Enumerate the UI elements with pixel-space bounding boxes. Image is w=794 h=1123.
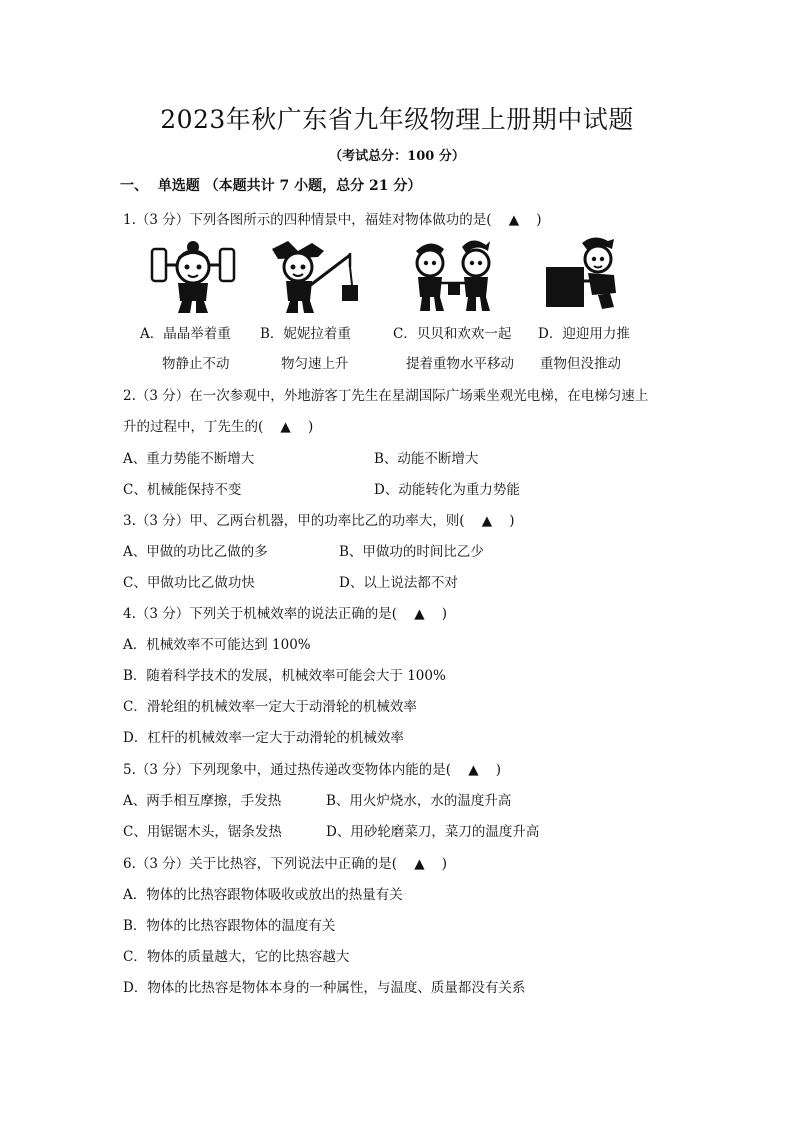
q5-option-c: C、用锯锯木头，锯条发热 (123, 824, 282, 840)
q6-option-d: D．物体的比热容是物体本身的一种属性，与温度、质量都没有关系 (123, 980, 526, 996)
q5-option-b: B、用火炉烧水，水的温度升高 (326, 793, 512, 809)
q3-option-a: A、甲做的功比乙做的多 (123, 544, 268, 560)
q4-option-a: A．机械效率不可能达到 100% (123, 637, 311, 653)
q2-option-d: D、动能转化为重力势能 (374, 482, 520, 498)
q1-caption-b-line1: B．妮妮拉着重 (260, 326, 351, 342)
q3-stem: 3.（3 分）甲、乙两台机器，甲的功率比乙的功率大，则( ▲ ) (123, 513, 515, 529)
doll-pushing-box-icon (542, 237, 632, 315)
q2-option-c: C、机械能保持不变 (123, 482, 242, 498)
total-score: （考试总分：100 分） (329, 149, 465, 164)
q5-stem: 5.（3 分）下列现象中，通过热传递改变物体内能的是( ▲ ) (123, 762, 502, 778)
dolls-carrying-icon (410, 237, 500, 315)
q3-option-c: C、甲做功比乙做功快 (123, 575, 255, 591)
q3-option-d: D、以上说法都不对 (339, 575, 458, 591)
q5-option-d: D、用砂轮磨菜刀，菜刀的温度升高 (326, 824, 540, 840)
q3-option-b: B、甲做功的时间比乙少 (339, 544, 484, 560)
q6-option-a: A．物体的比热容跟物体吸收或放出的热量有关 (123, 887, 403, 903)
q1-caption-c-line1: C．贝贝和欢欢一起 (393, 326, 512, 342)
q4-option-c: C．滑轮组的机械效率一定大于动滑轮的机械效率 (123, 699, 417, 715)
q1-caption-d-line2: 重物但没推动 (540, 356, 621, 372)
page-title: 2023年秋广东省九年级物理上册期中试题 (160, 105, 634, 134)
q1-stem: 1.（3 分）下列各图所示的四种情景中，福娃对物体做功的是( ▲ ) (123, 212, 542, 228)
q2-stem-line1: 2.（3 分）在一次参观中，外地游客丁先生在星湖国际广场乘坐观光电梯，在电梯匀速上 (123, 388, 649, 404)
section-heading: 一、 单选题 （本题共计 7 小题，总分 21 分） (120, 178, 422, 194)
q6-stem: 6.（3 分）关于比热容，下列说法中正确的是( ▲ ) (123, 856, 448, 872)
q2-option-b: B、动能不断增大 (374, 451, 479, 467)
q1-caption-a-line1: A．晶晶举着重 (140, 326, 231, 342)
q1-caption-a-line2: 物静止不动 (162, 356, 230, 372)
q6-option-c: C．物体的质量越大，它的比热容越大 (123, 949, 350, 965)
doll-pulling-weight-icon (268, 237, 358, 315)
q4-option-b: B．随着科学技术的发展，机械效率可能会大于 100% (123, 668, 446, 684)
q6-option-b: B．物体的比热容跟物体的温度有关 (123, 918, 336, 934)
q2-option-a: A、重力势能不断增大 (123, 451, 255, 467)
q4-stem: 4.（3 分）下列关于机械效率的说法正确的是( ▲ ) (123, 606, 448, 622)
q4-option-d: D．杠杆的机械效率一定大于动滑轮的机械效率 (123, 730, 404, 746)
q1-caption-c-line2: 提着重物水平移动 (406, 356, 514, 372)
q5-option-a: A、两手相互摩擦，手发热 (123, 793, 282, 809)
q1-caption-b-line2: 物匀速上升 (281, 356, 349, 372)
q1-caption-d-line1: D．迎迎用力推 (538, 326, 630, 342)
q2-stem-line2: 升的过程中，丁先生的( ▲ ) (123, 419, 314, 435)
doll-holding-weights-icon (148, 237, 238, 315)
